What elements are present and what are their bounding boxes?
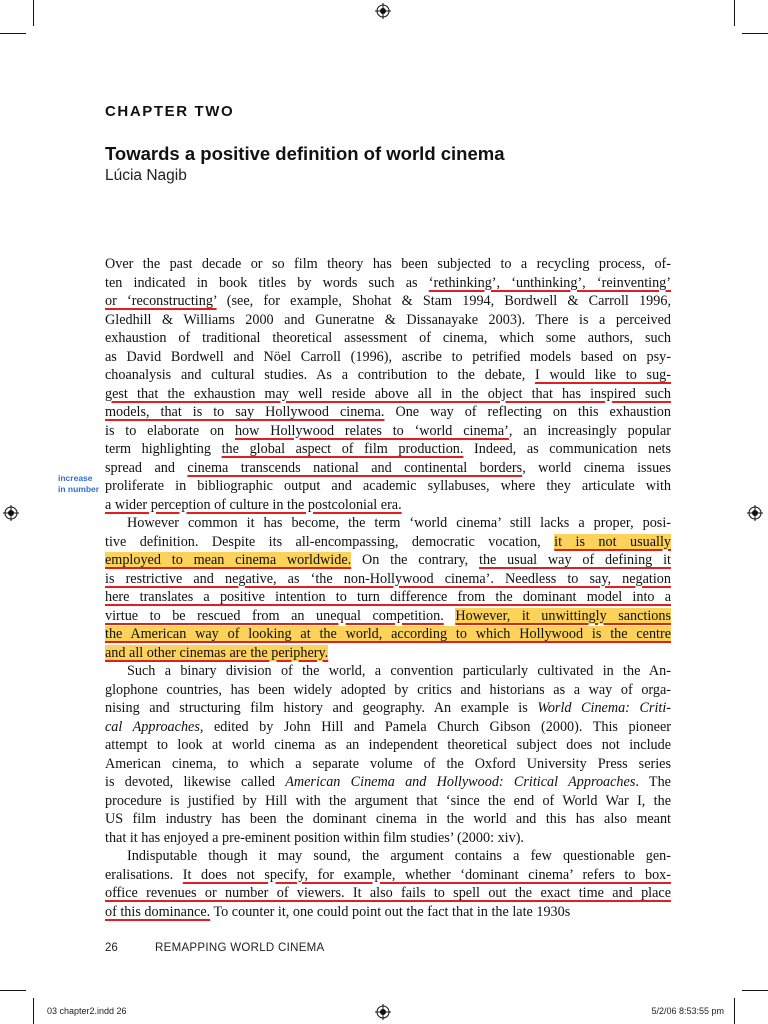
underlined-text: a wider perception of culture in the postcolonial era. bbox=[105, 496, 402, 513]
body-line: Such a binary division of the world, a convention particularly cultivated in the An- bbox=[127, 663, 671, 679]
underlined-text: the usual way of defining it bbox=[479, 552, 671, 568]
body-line: Indisputable though it may sound, the argument contains a few questionable gen- bbox=[127, 848, 671, 864]
underlined-text: here translates a positive intention to turn difference from the dominant model into a bbox=[105, 589, 671, 605]
body-line: or ‘reconstructing’ (see, for example, Shohat & Stam 1994, Bordwell & Carroll 1996, bbox=[105, 293, 671, 309]
body-line: American cinema, to which a separate volume of the Oxford University Press series bbox=[105, 755, 671, 772]
body-line: of this dominance. To counter it, one could point out the fact that in the late 1930s bbox=[105, 903, 571, 920]
registration-mark-icon bbox=[375, 3, 391, 19]
body-line bbox=[105, 588, 671, 607]
underlined-text: virtue to be rescued from an unequal competition. bbox=[105, 607, 444, 624]
body-line: Gledhill & Williams 2000 and Guneratne & Dissanayake 2003). There is a perceived bbox=[105, 311, 671, 328]
crop-mark bbox=[734, 998, 735, 1024]
body-line: term highlighting the global aspect of film production. Indeed, as communication nets bbox=[105, 441, 671, 457]
crop-mark bbox=[0, 990, 26, 991]
body-line: is to elaborate on how Hollywood relates to ‘world cinema’, an increasingly popular bbox=[105, 422, 671, 439]
chapter-label: CHAPTER TWO bbox=[105, 103, 235, 120]
body-line: employed to mean cinema worldwide. On the contrary, the usual way of defining it bbox=[105, 552, 671, 568]
underlined-text: is restrictive and negative, as ‘the non-Hollywood cinema’. Needless to say, negation bbox=[105, 570, 671, 587]
underlined-text: or ‘reconstructing’ bbox=[105, 293, 217, 309]
registration-mark-icon bbox=[375, 1004, 391, 1020]
body-text bbox=[105, 255, 671, 921]
underlined-text: how Hollywood relates to ‘world cinema’ bbox=[234, 422, 509, 439]
underlined-text: the global aspect of film production. bbox=[221, 441, 464, 457]
body-line: that it has enjoyed a pre-eminent position within film studies’ (2000: xiv). bbox=[105, 829, 524, 846]
body-line: exhaustion of traditional theoretical assessment of cinema, which some authors, such bbox=[105, 330, 671, 346]
body-line: glophone countries, has been widely adopted by critics and historians as a way of orga- bbox=[105, 681, 671, 698]
body-line bbox=[105, 884, 671, 903]
body-line bbox=[105, 625, 671, 644]
body-line bbox=[105, 496, 671, 515]
body-line: as David Bordwell and Nöel Carroll (1996), ascribe to petrified models based on psy- bbox=[105, 348, 671, 365]
body-line: choanalysis and cultural studies. As a contribution to the debate, I would like to sug- bbox=[105, 367, 671, 383]
body-line: nising and structuring film history and geography. An example is World Cinema: Criti- bbox=[105, 700, 671, 716]
body-line: procedure is justified by Hill with the argument that ‘since the end of World War I, the bbox=[105, 792, 671, 809]
underlined-text: ‘rethinking’, ‘unthinking’, ‘reinventing’ bbox=[428, 274, 671, 291]
underlined-text: gest that the exhaustion may well reside above all in the object that has inspired such bbox=[105, 385, 671, 402]
file-slug: 03 chapter2.indd 26 bbox=[47, 1006, 127, 1016]
underlined-text: office revenues or number of viewers. It also fails to spell out the exact time and place bbox=[105, 885, 671, 901]
body-line: tive definition. Despite its all-encompassing, democratic vocation, it is not usually bbox=[105, 533, 671, 550]
body-line: ten indicated in book titles by words such as ‘rethinking’, ‘unthinking’, ‘reinventing’ bbox=[105, 274, 671, 291]
underlined-text: models, that is to say Hollywood cinema. bbox=[105, 404, 385, 420]
crop-mark bbox=[33, 998, 34, 1024]
crop-mark bbox=[33, 0, 34, 26]
body-line: spread and cinema transcends national and continental borders, world cinema issues bbox=[105, 459, 671, 476]
body-line: cal Approaches, edited by John Hill and Pamela Church Gibson (2000). This pioneer bbox=[105, 718, 671, 735]
crop-mark bbox=[742, 990, 768, 991]
body-line: However common it has become, the term ‘world cinema’ still lacks a proper, posi- bbox=[127, 515, 671, 531]
margin-annotation-line: in number bbox=[58, 484, 100, 494]
book-title: cal Approaches bbox=[105, 718, 200, 735]
date-slug: 5/2/06 8:53:55 pm bbox=[651, 1006, 724, 1016]
book-title: World Cinema: Criti- bbox=[537, 700, 671, 716]
highlighted-text: employed to mean cinema worldwide. bbox=[105, 552, 352, 568]
underlined-text: of this dominance. bbox=[105, 903, 211, 920]
running-head: REMAPPING WORLD CINEMA bbox=[155, 942, 325, 954]
page-number: 26 bbox=[105, 942, 118, 954]
crop-mark bbox=[734, 0, 735, 26]
body-line bbox=[105, 385, 671, 404]
margin-annotation-line: increase bbox=[58, 473, 93, 483]
body-line: US film industry has been the dominant cinema in the world and this has also meant bbox=[105, 811, 671, 827]
body-line bbox=[105, 607, 671, 626]
author-name: Lúcia Nagib bbox=[105, 167, 187, 184]
crop-mark bbox=[742, 33, 768, 34]
underlined-text: It does not specify, for example, whether ‘dominant cinema’ refers to box- bbox=[182, 866, 671, 883]
chapter-title: Towards a positive definition of world cinema bbox=[105, 143, 505, 164]
body-line: is devoted, likewise called American Cinema and Hollywood: Critical Approaches. The bbox=[105, 774, 671, 790]
margin-annotation bbox=[58, 473, 110, 495]
registration-mark-icon bbox=[747, 505, 763, 521]
body-line bbox=[105, 644, 671, 663]
highlighted-text: However, it unwittingly sanctions bbox=[455, 607, 672, 624]
body-line: Over the past decade or so film theory has been subjected to a recycling process, of- bbox=[105, 256, 671, 272]
highlighted-text: the American way of looking at the world, according to which Hollywood is the centre bbox=[105, 626, 671, 642]
body-line: eralisations. It does not specify, for example, whether ‘dominant cinema’ refers to box- bbox=[105, 866, 671, 883]
highlighted-text: and all other cinemas are the periphery. bbox=[105, 644, 329, 661]
registration-mark-icon bbox=[3, 505, 19, 521]
underlined-text: cinema transcends national and continental borders bbox=[187, 459, 523, 476]
book-title: American Cinema and Hollywood: Critical Approaches bbox=[285, 774, 636, 790]
body-line: attempt to look at world cinema as an independent theoretical subject does not include bbox=[105, 737, 671, 753]
body-line bbox=[105, 570, 671, 589]
underlined-text: I would like to sug- bbox=[535, 367, 671, 383]
highlighted-text: it is not usually bbox=[554, 533, 671, 550]
crop-mark bbox=[0, 33, 26, 34]
body-line: proliferate in bibliographic output and academic syllabuses, where they articulate with bbox=[105, 478, 671, 494]
body-line: models, that is to say Hollywood cinema. One way of reflecting on this exhaustion bbox=[105, 404, 671, 420]
